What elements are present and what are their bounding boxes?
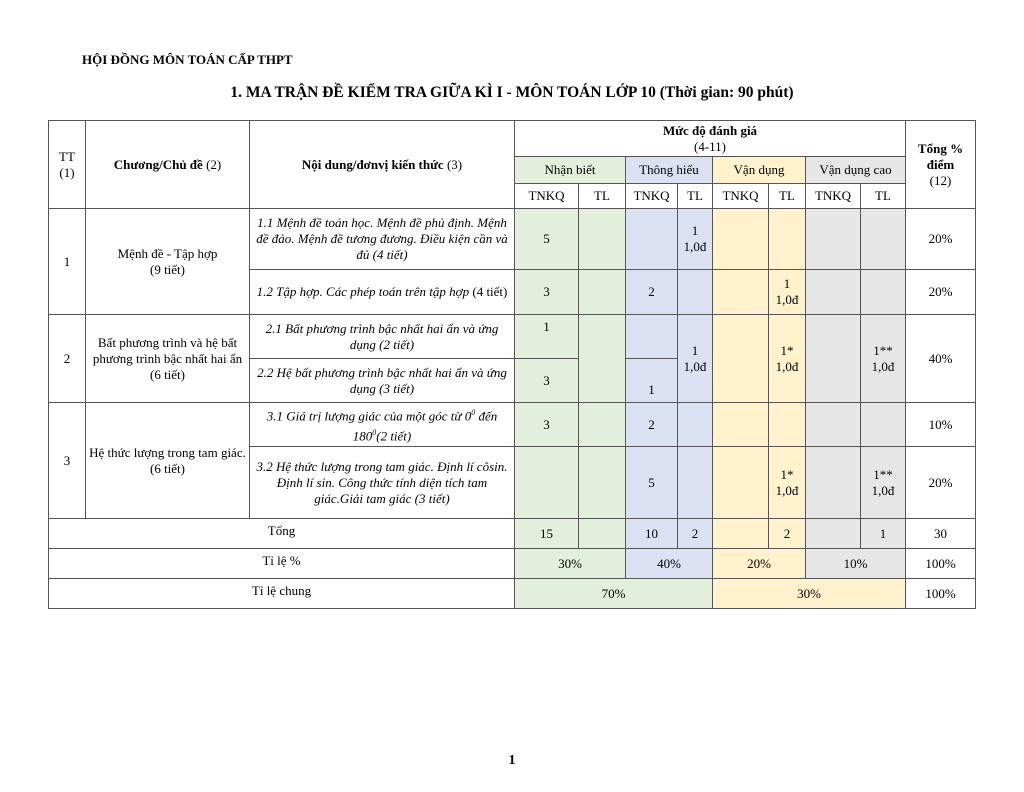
row-total-cell: 20% [906,209,976,270]
common-total: 100% [906,579,976,609]
sum-vd-tnkq [713,519,769,549]
common-low: 70% [515,579,713,609]
content-cell: 2.1 Bất phương trình bậc nhất hai ẩn và ứng dụng (2 tiết) [250,315,515,359]
nb-tl-cell [579,447,626,519]
sub-tnkq: TNKQ [626,184,678,209]
nb-tnkq-cell: 5 [515,209,579,270]
th-tl-cell [678,270,713,315]
row-total-cell: 40% [906,315,976,403]
vdc-tl-cell [861,270,906,315]
header-total: Tổng % điểm (12) [906,121,976,209]
vdc-tnkq-cell [806,315,861,403]
summary-total-label: Tổng [49,519,515,549]
th-tl-cell: 1 1,0đ [678,209,713,270]
vd-tl-cell [769,403,806,447]
vdc-tl-cell: 1** 1,0đ [861,315,906,403]
th-tl-cell [678,403,713,447]
sub-tl: TL [678,184,713,209]
content-cell: 1.2 Tập hợp. Các phép toán trên tập hợp (4 tiết) [250,270,515,315]
sum-nb-tl [579,519,626,549]
ratio-thong-hieu: 40% [626,549,713,579]
nb-tl-cell [579,209,626,270]
content-cell: 3.1 Giá trị lượng giác của một góc từ $0^0$ đến $180^0(2$ tiết) [250,403,515,447]
content-cell: 1.1 Mệnh đề toán học. Mệnh đề phủ định. Mệnh đề đảo. Mệnh đề tương đương. Điều kiện cần và đủ (4 tiết) [250,209,515,270]
row-total-cell: 20% [906,447,976,519]
chapter-name: Bất phương trình và hệ bất phương trình bậc nhất hai ẩn (6 tiết) [86,315,250,403]
vd-tl-cell: 1 1,0đ [769,270,806,315]
vdc-tnkq-cell [806,403,861,447]
header-chapter: Chương/Chủ đề (2) [86,121,250,209]
header-content: Nội dung/đơnvị kiến thức (3) [250,121,515,209]
vdc-tl-cell: 1** 1,0đ [861,447,906,519]
ratio-total: 100% [906,549,976,579]
sum-vdc-tnkq [806,519,861,549]
chapter-number: 3 [49,403,86,519]
nb-tl-cell [579,270,626,315]
level-van-dung: Vận dụng [713,157,806,184]
vdc-tnkq-cell [806,209,861,270]
vdc-tl-cell [861,209,906,270]
header-row-1 [49,121,976,157]
level-nhan-biet: Nhận biết [515,157,626,184]
sub-tl: TL [579,184,626,209]
summary-common-row [49,579,976,609]
assessment-matrix-table [48,120,976,609]
th-tnkq-cell: 5 [626,447,678,519]
summary-ratio-row [49,549,976,579]
vd-tnkq-cell [713,209,769,270]
vdc-tnkq-cell [806,447,861,519]
chapter-number: 2 [49,315,86,403]
level-van-dung-cao: Vận dụng cao [806,157,906,184]
nb-tl-cell [579,315,626,403]
th-tnkq-cell [626,315,678,359]
th-tl-cell: 1 1,0đ [678,315,713,403]
nb-tl-cell [579,403,626,447]
ratio-van-dung-cao: 10% [806,549,906,579]
row-total-cell: 20% [906,270,976,315]
content-cell: 2.2 Hệ bất phương trình bậc nhất hai ẩn và ứng dụng (3 tiết) [250,359,515,403]
chapter-name: Hệ thức lượng trong tam giác. (6 tiết) [86,403,250,519]
vdc-tl-cell [861,403,906,447]
common-high: 30% [713,579,906,609]
nb-tnkq-cell: 3 [515,359,579,403]
th-tnkq-cell: 2 [626,403,678,447]
vd-tl-cell: 1* 1,0đ [769,447,806,519]
page-number: 1 [508,753,516,768]
vd-tl-cell [769,209,806,270]
nb-tnkq-cell: 3 [515,270,579,315]
chapter-number: 1 [49,209,86,315]
level-thong-hieu: Thông hiểu [626,157,713,184]
th-tl-cell [678,447,713,519]
document-title: 1. MA TRẬN ĐỀ KIỂM TRA GIỮA KÌ I - MÔN TOÁN LỚP 10 (Thời gian: 90 phút) [230,84,794,101]
summary-total-row [49,519,976,549]
th-tnkq-cell [626,209,678,270]
sub-tl: TL [769,184,806,209]
nb-tnkq-cell: 1 [515,315,579,359]
vd-tnkq-cell [713,447,769,519]
vd-tl-cell: 1* 1,0đ [769,315,806,403]
chapter-name: Mệnh đề - Tập hợp (9 tiết) [86,209,250,315]
nb-tnkq-cell: 3 [515,403,579,447]
sub-tl: TL [861,184,906,209]
sum-th-tl: 2 [678,519,713,549]
vd-tnkq-cell [713,315,769,403]
sub-tnkq: TNKQ [806,184,861,209]
header-tt: TT (1) [49,121,86,209]
sub-tnkq: TNKQ [713,184,769,209]
sum-vd-tl: 2 [769,519,806,549]
sum-nb-tnkq: 15 [515,519,579,549]
table-row [49,403,976,447]
th-tnkq-cell: 2 [626,270,678,315]
th-tnkq-cell: 1 [626,359,678,403]
council-heading: HỘI ĐỒNG MÔN TOÁN CẤP THPT [82,52,293,67]
table-row [49,209,976,270]
row-total-cell: 10% [906,403,976,447]
sum-vdc-tl: 1 [861,519,906,549]
ratio-nhan-biet: 30% [515,549,626,579]
nb-tnkq-cell [515,447,579,519]
content-cell: 3.2 Hệ thức lượng trong tam giác. Định lí côsin. Định lí sin. Công thức tính diện tích tam giác.Giải tam giác (3 tiết) [250,447,515,519]
vdc-tnkq-cell [806,270,861,315]
vd-tnkq-cell [713,270,769,315]
header-level: Mức độ đánh giá (4-11) [515,121,906,157]
sum-th-tnkq: 10 [626,519,678,549]
summary-common-label: Tỉ lệ chung [49,579,515,609]
table-row [49,315,976,359]
vd-tnkq-cell [713,403,769,447]
ratio-van-dung: 20% [713,549,806,579]
sub-tnkq: TNKQ [515,184,579,209]
sum-total: 30 [906,519,976,549]
summary-ratio-label: Tỉ lệ % [49,549,515,579]
